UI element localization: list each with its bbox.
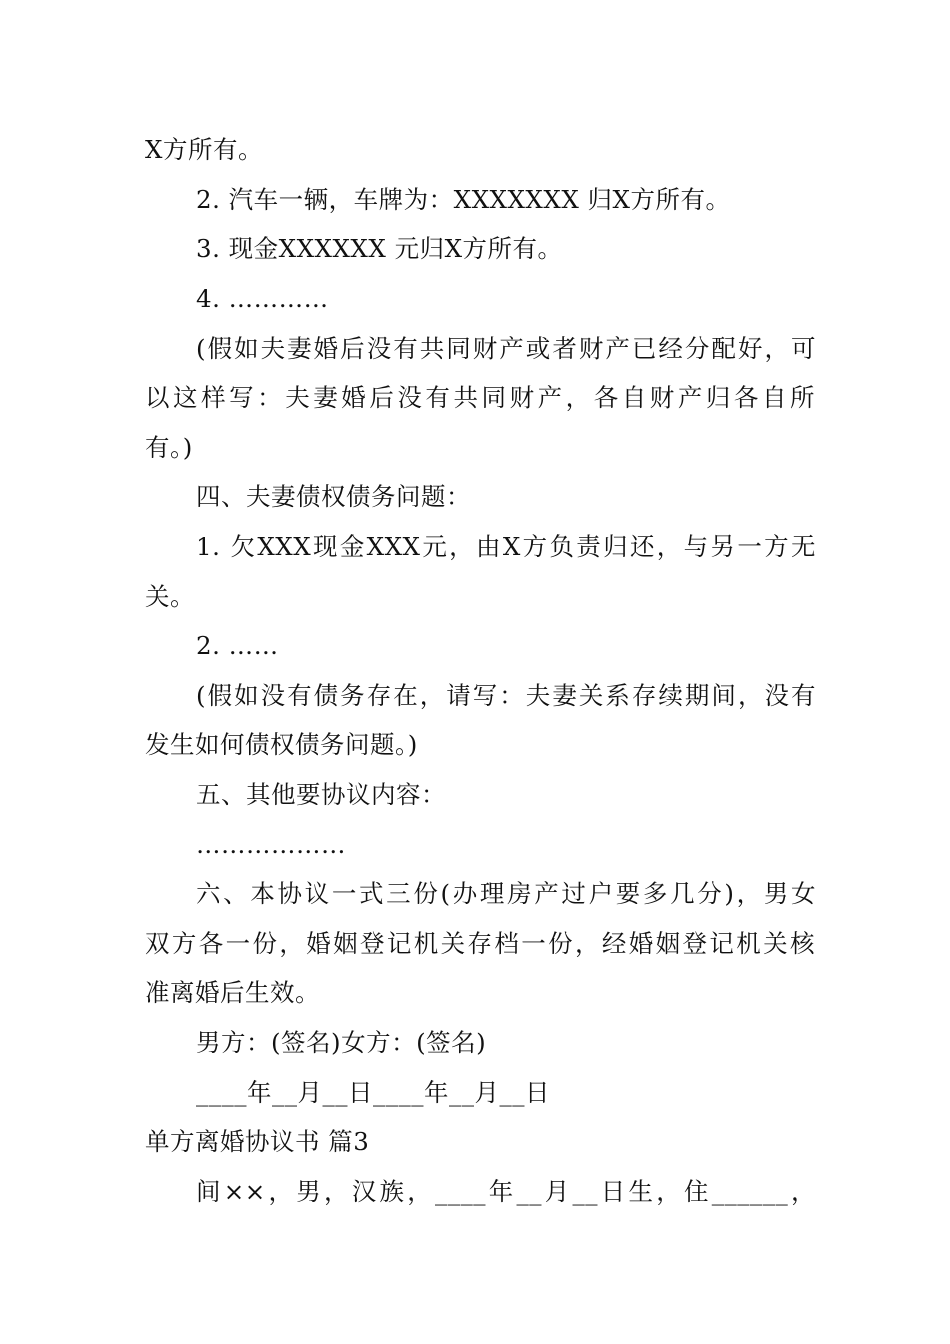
text-line: 以这样写：夫妻婚后没有共同财产，各自财产归各自所 <box>145 383 815 412</box>
list-item-cash: 3. 现金XXXXXX 元归X方所有。 <box>196 234 563 263</box>
text-line: 发生如何债权债务问题。) <box>145 730 418 759</box>
section-heading-debts: 四、夫妻债权债务问题： <box>196 482 471 511</box>
text-line: 有。) <box>145 433 193 462</box>
list-item-car: 2. 汽车一辆，车牌为：XXXXXXX 归X方所有。 <box>196 185 731 214</box>
text-line: 准离婚后生效。 <box>145 978 320 1007</box>
signature-line: 男方：(签名)女方：(签名) <box>196 1028 487 1057</box>
text-line: (假如没有债务存在，请写：夫妻关系存续期间，没有 <box>196 681 816 710</box>
text-line: (假如夫妻婚后没有共同财产或者财产已经分配好，可 <box>196 334 816 363</box>
text-line: 双方各一份，婚姻登记机关存档一份，经婚姻登记机关核 <box>145 929 815 958</box>
section-heading-other: 五、其他要协议内容： <box>196 780 446 809</box>
text-line: 间××，男，汉族，____年__月__日生，住______， <box>196 1177 816 1206</box>
section-title: 单方离婚协议书 篇3 <box>145 1127 370 1156</box>
list-item-debt-1: 1. 欠XXX现金XXX元，由X方负责归还，与另一方无 <box>196 532 816 561</box>
ellipsis-line: ……………… <box>196 830 346 859</box>
list-item-debt-2: 2. …… <box>196 631 279 660</box>
text-line: X方所有。 <box>145 135 263 164</box>
text-line: 关。 <box>145 582 195 611</box>
date-line: ____年__月__日____年__月__日 <box>196 1078 550 1107</box>
section-heading-copies: 六、本协议一式三份(办理房产过户要多几分)，男女 <box>196 879 816 908</box>
list-item-4: 4. ………… <box>196 284 329 313</box>
